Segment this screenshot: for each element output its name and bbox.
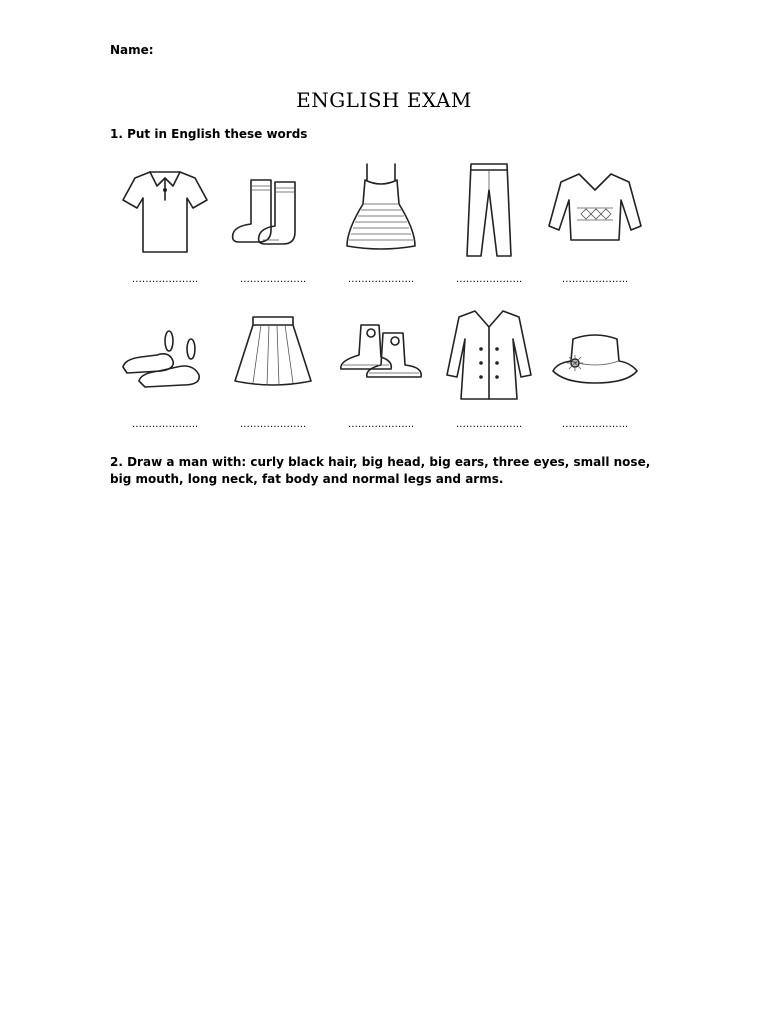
question-2-prompt: 2. Draw a man with: curly black hair, big head, big ears, three eyes, small nose, big mouth, long neck, fat body and normal legs and arms. <box>110 455 651 486</box>
item-polo-shirt <box>110 160 220 290</box>
answer-blank[interactable]: ……………….. <box>239 274 307 285</box>
answer-blank[interactable]: ……………….. <box>561 274 629 285</box>
dress-icon <box>331 160 431 260</box>
trousers-icon <box>439 160 539 260</box>
coat-icon <box>439 305 539 405</box>
question-1-prompt: 1. Put in English these words <box>110 127 308 141</box>
sweater-icon <box>545 160 645 260</box>
answer-blank[interactable]: ……………….. <box>131 274 199 285</box>
item-sneakers <box>326 305 436 435</box>
item-coat <box>434 305 544 435</box>
item-socks <box>218 160 328 290</box>
name-label: Name: <box>110 43 154 57</box>
item-trousers <box>434 160 544 290</box>
answer-blank[interactable]: ……………….. <box>455 419 523 430</box>
polo-shirt-icon <box>115 160 215 260</box>
answer-blank[interactable]: ……………….. <box>131 419 199 430</box>
answer-blank[interactable]: ……………….. <box>347 274 415 285</box>
page-title: ENGLISH EXAM <box>296 88 472 112</box>
answer-blank[interactable]: ……………….. <box>455 274 523 285</box>
slippers-icon <box>115 305 215 405</box>
item-slippers <box>110 305 220 435</box>
item-dress <box>326 160 436 290</box>
answer-blank[interactable]: ……………….. <box>561 419 629 430</box>
hat-icon <box>545 305 645 405</box>
skirt-icon <box>223 305 323 405</box>
item-sweater <box>540 160 650 290</box>
sneakers-icon <box>331 305 431 405</box>
socks-icon <box>223 160 323 260</box>
answer-blank[interactable]: ……………….. <box>239 419 307 430</box>
item-skirt <box>218 305 328 435</box>
item-hat <box>540 305 650 435</box>
answer-blank[interactable]: ……………….. <box>347 419 415 430</box>
